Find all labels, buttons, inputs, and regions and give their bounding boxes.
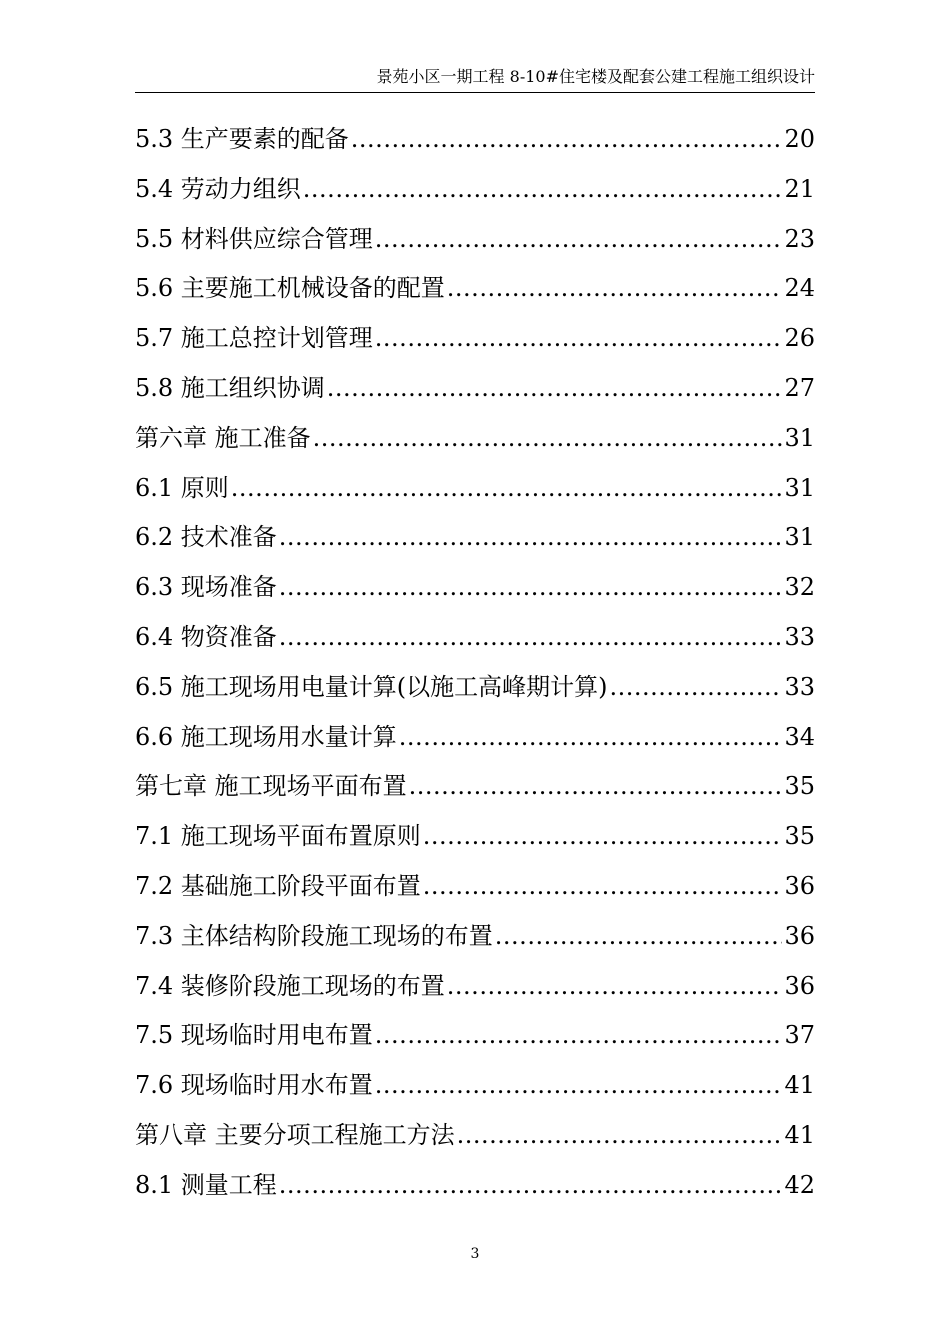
toc-entry-page: 31	[784, 523, 815, 552]
toc-entry-title: 5.8 施工组织协调	[135, 373, 325, 402]
toc-entry-page: 41	[784, 1120, 815, 1149]
toc-entry-title: 8.1 测量工程	[135, 1170, 277, 1199]
toc-leader-dots	[375, 314, 783, 364]
toc-leader-dots	[313, 414, 783, 464]
toc-entry[interactable]	[135, 1061, 815, 1111]
toc-entry-page: 33	[784, 672, 815, 701]
toc-entry-page: 33	[784, 622, 815, 651]
toc-leader-dots	[303, 165, 783, 215]
toc-entry-page: 37	[784, 1021, 815, 1050]
toc-leader-dots	[375, 1011, 783, 1061]
toc-leader-dots	[447, 962, 783, 1012]
toc-entry-page: 35	[784, 822, 815, 851]
toc-entry[interactable]	[135, 912, 815, 962]
toc-entry-page: 23	[784, 224, 815, 253]
toc-entry-title: 7.1 施工现场平面布置原则	[135, 822, 421, 851]
toc-leader-dots	[279, 1161, 783, 1211]
toc-leader-dots	[351, 115, 783, 165]
toc-leader-dots	[409, 762, 783, 812]
toc-entry-page: 24	[784, 274, 815, 303]
toc-entry-page: 36	[784, 971, 815, 1000]
toc-chapter-entry[interactable]	[135, 762, 815, 812]
toc-entry-title: 5.4 劳动力组织	[135, 174, 301, 203]
toc-entry-page: 31	[784, 473, 815, 502]
toc-entry-title: 第八章 主要分项工程施工方法	[135, 1120, 455, 1149]
toc-leader-dots	[279, 513, 783, 563]
toc-leader-dots	[279, 613, 783, 663]
toc-entry-page: 42	[784, 1170, 815, 1199]
toc-entry[interactable]	[135, 812, 815, 862]
toc-leader-dots	[375, 1061, 783, 1111]
page-number: 3	[470, 1246, 480, 1262]
toc-entry-title: 6.3 现场准备	[135, 573, 277, 602]
toc-entry-title: 5.5 材料供应综合管理	[135, 224, 373, 253]
toc-entry-title: 6.5 施工现场用电量计算(以施工高峰期计算)	[135, 672, 608, 701]
toc-entry-page: 34	[784, 722, 815, 751]
toc-entry-title: 5.7 施工总控计划管理	[135, 324, 373, 353]
toc-entry-page: 27	[784, 373, 815, 402]
toc-entry[interactable]	[135, 165, 815, 215]
toc-entry[interactable]	[135, 1161, 815, 1211]
toc-chapter-entry[interactable]	[135, 414, 815, 464]
toc-leader-dots	[610, 663, 783, 713]
toc-leader-dots	[279, 563, 783, 613]
toc-entry-title: 6.2 技术准备	[135, 523, 277, 552]
toc-leader-dots	[423, 812, 783, 862]
toc-entry[interactable]	[135, 663, 815, 713]
table-of-contents	[135, 115, 815, 1211]
toc-leader-dots	[495, 912, 783, 962]
toc-leader-dots	[375, 215, 783, 265]
toc-entry-page: 35	[784, 772, 815, 801]
toc-leader-dots	[231, 464, 783, 514]
toc-entry-page: 20	[784, 125, 815, 153]
toc-entry-title: 7.4 装修阶段施工现场的布置	[135, 971, 445, 1000]
toc-entry-title: 7.3 主体结构阶段施工现场的布置	[135, 921, 493, 950]
toc-entry-title: 7.2 基础施工阶段平面布置	[135, 871, 421, 900]
header-title: 景苑小区一期工程 8-10#住宅楼及配套公建工程施工组织设计	[376, 67, 815, 86]
page-footer	[0, 1246, 950, 1262]
toc-entry[interactable]	[135, 115, 815, 165]
toc-entry-page: 32	[784, 573, 815, 602]
toc-entry-title: 第六章 施工准备	[135, 423, 311, 452]
toc-entry-page: 36	[784, 871, 815, 900]
toc-entry-page: 31	[784, 423, 815, 452]
toc-entry[interactable]	[135, 713, 815, 763]
toc-leader-dots	[423, 862, 783, 912]
toc-entry-title: 第七章 施工现场平面布置	[135, 772, 407, 801]
toc-entry[interactable]	[135, 862, 815, 912]
toc-entry[interactable]	[135, 264, 815, 314]
toc-entry-title: 6.6 施工现场用水量计算	[135, 722, 397, 751]
running-header	[135, 62, 815, 93]
toc-entry[interactable]	[135, 962, 815, 1012]
toc-entry-title: 5.6 主要施工机械设备的配置	[135, 274, 445, 303]
toc-entry-title: 7.5 现场临时用电布置	[135, 1021, 373, 1050]
toc-entry-title: 5.3 生产要素的配备	[135, 125, 349, 153]
toc-entry-page: 26	[784, 324, 815, 353]
toc-entry-title: 6.1 原则	[135, 473, 229, 502]
toc-leader-dots	[457, 1111, 783, 1161]
toc-entry-page: 21	[784, 174, 815, 203]
toc-entry-page: 41	[784, 1071, 815, 1100]
toc-entry[interactable]	[135, 215, 815, 265]
toc-entry[interactable]	[135, 613, 815, 663]
toc-chapter-entry[interactable]	[135, 1111, 815, 1161]
toc-entry[interactable]	[135, 314, 815, 364]
toc-entry-title: 6.4 物资准备	[135, 622, 277, 651]
toc-entry[interactable]	[135, 364, 815, 414]
toc-entry[interactable]	[135, 513, 815, 563]
toc-entry[interactable]	[135, 563, 815, 613]
toc-entry-title: 7.6 现场临时用水布置	[135, 1071, 373, 1100]
toc-entry-page: 36	[784, 921, 815, 950]
toc-entry[interactable]	[135, 1011, 815, 1061]
toc-entry[interactable]	[135, 464, 815, 514]
toc-leader-dots	[399, 713, 783, 763]
toc-leader-dots	[327, 364, 783, 414]
toc-leader-dots	[447, 264, 783, 314]
